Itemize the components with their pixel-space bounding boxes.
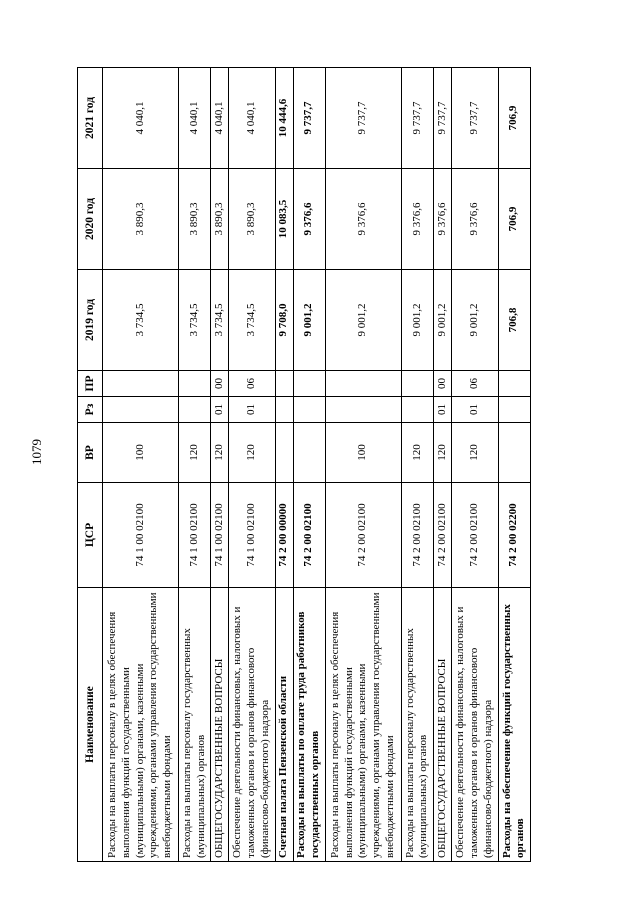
cell-2021: 706,9 — [498, 68, 530, 169]
cell-rz — [275, 397, 293, 423]
cell-2021: 9 737,7 — [293, 68, 325, 169]
table-row — [293, 68, 325, 862]
cell-pr — [401, 371, 433, 397]
header-2019: 2019 год — [78, 270, 103, 371]
cell-pr — [498, 371, 530, 397]
cell-2020: 3 890,3 — [228, 169, 275, 270]
cell-name: ОБЩЕГОСУДАРСТВЕННЫЕ ВОПРОСЫ — [434, 588, 452, 862]
page-number: 1079 — [29, 439, 44, 465]
cell-2019: 9 708,0 — [275, 270, 293, 371]
cell-2020: 3 890,3 — [103, 169, 179, 270]
header-name: Наименование — [78, 588, 103, 862]
cell-pr — [275, 371, 293, 397]
cell-csr: 74 1 00 02100 — [211, 483, 229, 588]
cell-2020: 9 376,6 — [401, 169, 433, 270]
cell-pr: 06 — [451, 371, 498, 397]
cell-name: Расходы на выплаты по оплате труда работников государственных органов — [293, 588, 325, 862]
cell-2019: 9 001,2 — [293, 270, 325, 371]
cell-name: Обеспечение деятельности финансовых, налоговых и таможенных органов и органов финансового (финансово-бюджетного) надзора — [228, 588, 275, 862]
cell-2020: 9 376,6 — [451, 169, 498, 270]
table-row — [401, 68, 433, 862]
cell-2019: 3 734,5 — [211, 270, 229, 371]
table-row — [275, 68, 293, 862]
cell-2019: 3 734,5 — [178, 270, 210, 371]
cell-2020: 3 890,3 — [178, 169, 210, 270]
cell-csr: 74 1 00 02100 — [178, 483, 210, 588]
cell-name: Расходы на выплаты персоналу государственных (муниципальных) органов — [401, 588, 433, 862]
cell-csr: 74 2 00 02100 — [325, 483, 401, 588]
cell-name: Расходы на выплаты персоналу в целях обеспечения выполнения функций государственными (муниципальными) органами, казенными учреждениями, органами управления государственными внебюджетными фондами — [325, 588, 401, 862]
cell-csr: 74 1 00 02100 — [103, 483, 179, 588]
table-row — [451, 68, 498, 862]
cell-name: ОБЩЕГОСУДАРСТВЕННЫЕ ВОПРОСЫ — [211, 588, 229, 862]
cell-csr: 74 2 00 02200 — [498, 483, 530, 588]
cell-vr — [498, 423, 530, 483]
cell-csr: 74 1 00 02100 — [228, 483, 275, 588]
cell-pr — [178, 371, 210, 397]
cell-2020: 9 376,6 — [293, 169, 325, 270]
table-row — [211, 68, 229, 862]
cell-2019: 9 001,2 — [434, 270, 452, 371]
header-2021: 2021 год — [78, 68, 103, 169]
cell-vr: 120 — [451, 423, 498, 483]
cell-2020: 706,9 — [498, 169, 530, 270]
cell-rz — [325, 397, 401, 423]
cell-2021: 4 040,1 — [178, 68, 210, 169]
header-vr: ВР — [78, 423, 103, 483]
cell-2019: 3 734,5 — [228, 270, 275, 371]
cell-2021: 10 444,6 — [275, 68, 293, 169]
table-row — [434, 68, 452, 862]
cell-2020: 10 083,5 — [275, 169, 293, 270]
cell-vr: 120 — [178, 423, 210, 483]
table-row — [178, 68, 210, 862]
cell-vr — [293, 423, 325, 483]
cell-vr: 100 — [325, 423, 401, 483]
header-pr: ПР — [78, 371, 103, 397]
table-row — [325, 68, 401, 862]
cell-pr: 06 — [228, 371, 275, 397]
cell-2021: 9 737,7 — [401, 68, 433, 169]
cell-vr: 120 — [401, 423, 433, 483]
cell-rz — [293, 397, 325, 423]
cell-2021: 4 040,1 — [228, 68, 275, 169]
cell-name: Расходы на выплаты персоналу в целях обеспечения выполнения функций государственными (муниципальными) органами, казенными учреждениями, органами управления государственными внебюджетными фондами — [103, 588, 179, 862]
cell-pr — [103, 371, 179, 397]
table-header-row — [78, 68, 103, 862]
cell-csr: 74 2 00 00000 — [275, 483, 293, 588]
cell-rz: 01 — [211, 397, 229, 423]
header-rz: Рз — [78, 397, 103, 423]
cell-2021: 4 040,1 — [103, 68, 179, 169]
cell-pr: 00 — [211, 371, 229, 397]
budget-table-container — [77, 67, 531, 862]
budget-table — [77, 67, 531, 862]
cell-vr: 120 — [211, 423, 229, 483]
cell-rz — [401, 397, 433, 423]
cell-2021: 9 737,7 — [325, 68, 401, 169]
cell-rz — [498, 397, 530, 423]
cell-name: Расходы на выплаты персоналу государственных (муниципальных) органов — [178, 588, 210, 862]
cell-name: Расходы на обеспечение функций государственных органов — [498, 588, 530, 862]
cell-name: Обеспечение деятельности финансовых, налоговых и таможенных органов и органов финансового (финансово-бюджетного) надзора — [451, 588, 498, 862]
cell-2021: 4 040,1 — [211, 68, 229, 169]
header-2020: 2020 год — [78, 169, 103, 270]
cell-csr: 74 2 00 02100 — [451, 483, 498, 588]
cell-rz: 01 — [451, 397, 498, 423]
cell-2019: 9 001,2 — [325, 270, 401, 371]
cell-pr — [325, 371, 401, 397]
cell-rz — [103, 397, 179, 423]
cell-name: Счетная палата Пензенской области — [275, 588, 293, 862]
cell-csr: 74 2 00 02100 — [401, 483, 433, 588]
cell-rz: 01 — [228, 397, 275, 423]
cell-vr: 120 — [228, 423, 275, 483]
cell-vr — [275, 423, 293, 483]
cell-2020: 3 890,3 — [211, 169, 229, 270]
header-csr: ЦСР — [78, 483, 103, 588]
cell-pr — [293, 371, 325, 397]
cell-2020: 9 376,6 — [434, 169, 452, 270]
table-row — [228, 68, 275, 862]
cell-2021: 9 737,7 — [434, 68, 452, 169]
cell-rz — [178, 397, 210, 423]
table-row — [498, 68, 530, 862]
cell-2019: 9 001,2 — [401, 270, 433, 371]
cell-2021: 9 737,7 — [451, 68, 498, 169]
cell-csr: 74 2 00 02100 — [434, 483, 452, 588]
cell-2019: 706,8 — [498, 270, 530, 371]
cell-vr: 120 — [434, 423, 452, 483]
table-body — [103, 68, 531, 862]
cell-vr: 100 — [103, 423, 179, 483]
cell-rz: 01 — [434, 397, 452, 423]
cell-2020: 9 376,6 — [325, 169, 401, 270]
table-row — [103, 68, 179, 862]
cell-pr: 00 — [434, 371, 452, 397]
cell-2019: 9 001,2 — [451, 270, 498, 371]
cell-csr: 74 2 00 02100 — [293, 483, 325, 588]
cell-2019: 3 734,5 — [103, 270, 179, 371]
